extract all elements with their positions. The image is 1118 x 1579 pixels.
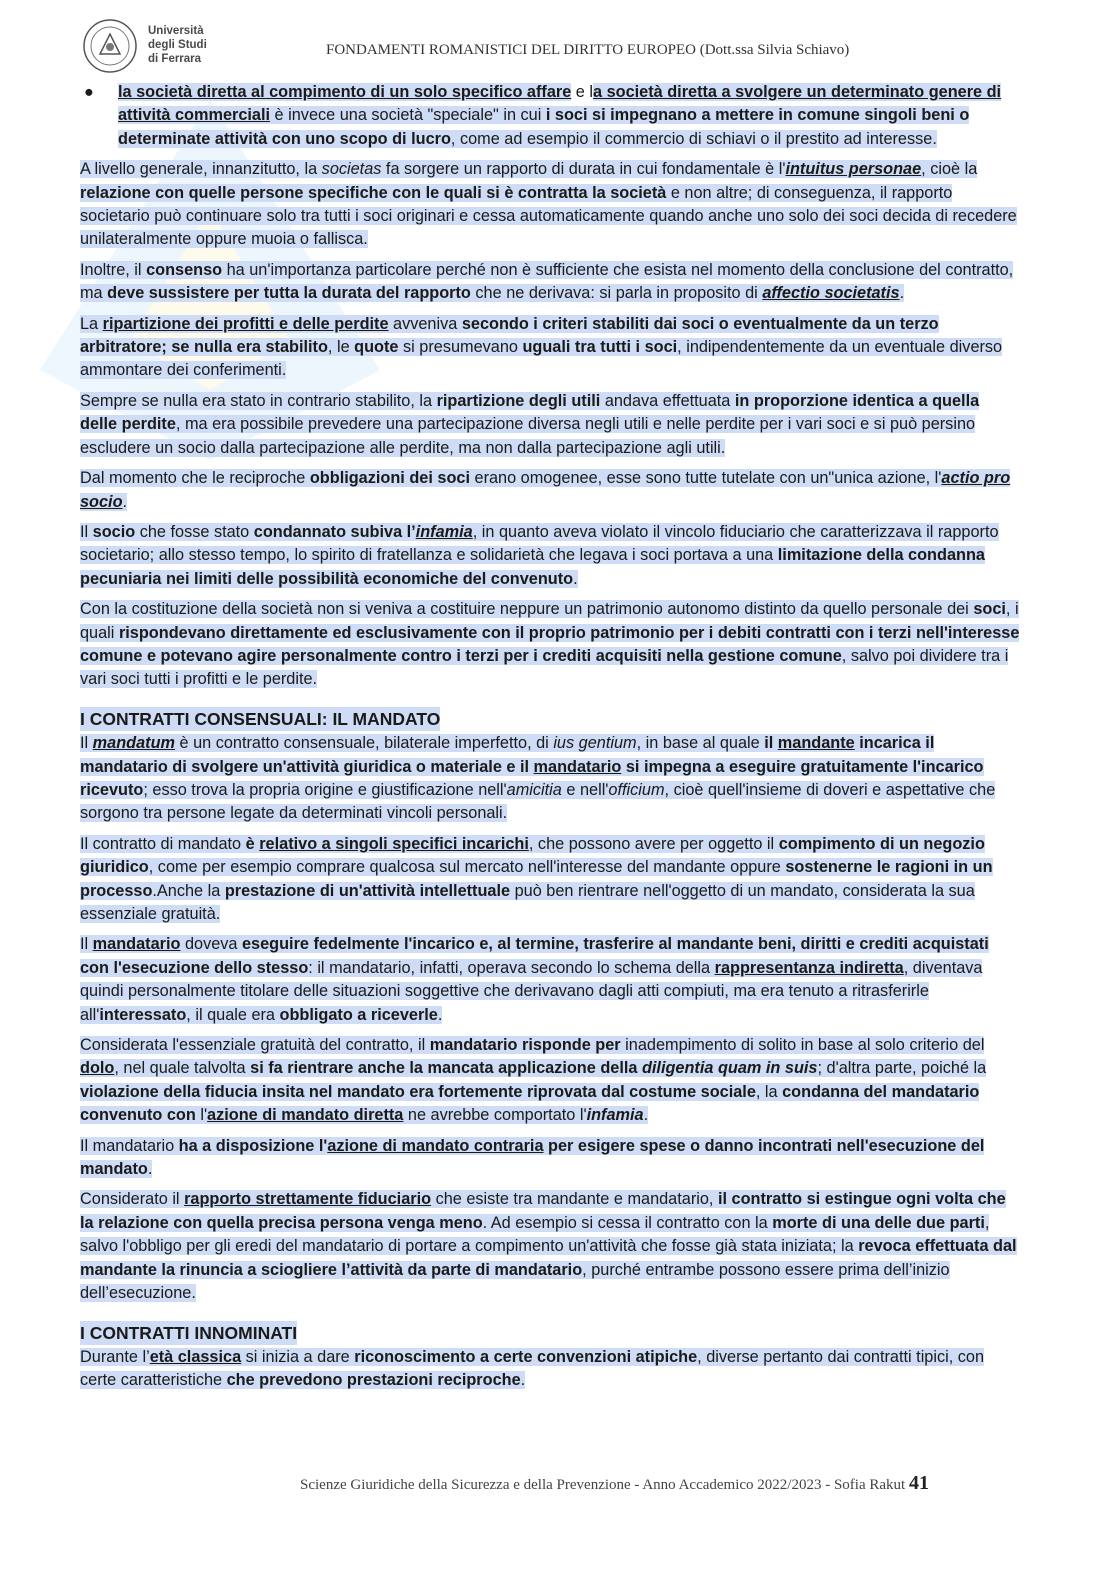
footer-text: Scienze Giuridiche della Sicurezza e della Prevenzione - Anno Accademico 2022/2023 - Sofia Rakut bbox=[300, 1477, 906, 1493]
paragraph-incarichi: Il contratto di mandato è relativo a singoli specifici incarichi, che possono avere per oggetto il compimento di un negozio giuridico, come per esempio comprare qualcosa sul mercato nell'interesse del mandante oppure sostenerne le ragioni in un processo.Anche la prestazione di un'attività intellettuale può ben rientrare nell'oggetto di un mandato, considerata la sua essenziale gratuità. bbox=[80, 834, 993, 923]
paragraph-actio-pro-socio: Dal momento che le reciproche obbligazioni dei soci erano omogenee, esse sono tutte tutelate con un"unica azione, l'actio pro socio. bbox=[80, 469, 1011, 511]
paragraph-utili: Sempre se nulla era stato in contrario stabilito, la ripartizione degli utili andava effettuata in proporzione identica a quella delle perdite, ma era possibile prevedere una partecipazione diversa negli utili e nelle perdite per i vari soci e si può persino escludere un socio dalla partecipazione alle perdite, ma non dalla partecipazione agli utili. bbox=[80, 391, 980, 457]
paragraph-consenso: Inoltre, il consenso ha un'importanza particolare perché non è sufficiente che esista nel momento della conclusione del contratto, ma deve sussistere per tutta la durata del rapporto che ne derivava: si parla in proposito di affectio societatis. bbox=[80, 260, 1014, 303]
university-line1: Università bbox=[148, 25, 204, 37]
page-header bbox=[82, 18, 1042, 74]
paragraph-ripartizione: La ripartizione dei profitti e delle perdite avveniva secondo i criteri stabiliti dai soci o eventualmente da un terzo arbitratore; se nulla era stabilito, le quote si presumevano uguali tra tutti i soci, indipendentemente da un eventuale diverso ammontare dei conferimenti. bbox=[80, 314, 1003, 380]
page-number: 41 bbox=[908, 1472, 929, 1494]
paragraph-responsabilita: Considerata l'essenziale gratuità del contratto, il mandatario risponde per inadempimento di solito in base al solo criterio del dolo, nel quale talvolta si fa rientrare anche la mancata applicazione della diligentia quam in suis; d'altra parte, poiché la violazione della fiducia insita nel mandato era fortemente riprovata dal costume sociale, la condanna del mandatario convenuto con l'azione di mandato diretta ne avrebbe comportato l'infamia. bbox=[80, 1036, 987, 1125]
bullet-icon: ● bbox=[84, 83, 94, 101]
section-heading-innominati: I CONTRATTI INNOMINATI bbox=[80, 1322, 298, 1343]
paragraph-azione-contraria: Il mandatario ha a disposizione l'azione di mandato contraria per esigere spese o danno incontrati nell'esecuzione del mandato. bbox=[80, 1136, 985, 1179]
paragraph-eta-classica: Durante l’età classica si inizia a dare riconoscimento a certe convenzioni atipiche, diverse pertanto dai contratti tipici, con certe caratteristiche che prevedono prestazioni reciproche. bbox=[80, 1347, 985, 1390]
university-seal-icon bbox=[82, 18, 138, 74]
section-heading-mandato: I CONTRATTI CONSENSUALI: IL MANDATO bbox=[80, 708, 441, 729]
bullet-item: ● la società diretta al compimento di un solo specifico affare e la società diretta a svolgere un determinato genere di attività commerciali è invece una società "speciale" in cui i soci si impegnano a mettere in comune singoli beni o determinate attività con uno scopo di lucro, come ad esempio il commercio di schiavi o il prestito ad interesse. bbox=[84, 83, 1002, 148]
university-line3: di Ferrara bbox=[148, 53, 202, 65]
university-logo bbox=[82, 18, 232, 74]
page-footer bbox=[300, 1472, 1020, 1495]
paragraph-intuitus: A livello generale, innanzitutto, la societas fa sorgere un rapporto di durata in cui fondamentale è l'intuitus personae, cioè la relazione con quelle persone specifiche con le quali si è contratta la società e non altre; di conseguenza, il rapporto societario può continuare solo tra tutti i soci originari e cessa automaticamente quando anche uno solo dei soci decida di recedere unilateralmente oppure muoia o fallisca. bbox=[80, 160, 1017, 249]
course-title: FONDAMENTI ROMANISTICI DEL DIRITTO EUROPEO (Dott.ssa Silvia Schiavo) bbox=[326, 42, 850, 58]
university-line2: degli Studi bbox=[148, 39, 207, 51]
paragraph-estinzione: Considerato il rapporto strettamente fiduciario che esiste tra mandante e mandatario, il contratto si estingue ogni volta che la relazione con quella precisa persona venga meno. Ad esempio si cessa il contratto con la morte di una delle due parti, salvo l'obbligo per gli eredi del mandatario di portare a compimento un'attività che fosse già stata iniziata; la revoca effettuata dal mandante la rinuncia a sciogliere l’attività da parte di mandatario, purché entrambe possono essere prima dell’inizio dell’esecuzione. bbox=[80, 1190, 1017, 1303]
paragraph-mandatum: Il mandatum è un contratto consensuale, bilaterale imperfetto, di ius gentium, in base al quale il mandante incarica il mandatario di svolgere un'attività giuridica o materiale e il mandatario si impegna a eseguire gratuitamente l'incarico ricevuto; esso trova la propria origine e giustificazione nell'amicitia e nell'officium, cioè quell'insieme di doveri e aspettative che sorgono tra persone legate da determinati vincoli personali. bbox=[80, 734, 996, 823]
paragraph-patrimonio: Con la costituzione della società non si veniva a costituire neppure un patrimonio autonomo distinto da quello personale dei soci, i quali rispondevano direttamente ed esclusivamente con il proprio patrimonio per i debiti contratti con i terzi nell'interesse comune e potevano agire personalmente contro i terzi per i crediti acquisiti nella gestione comune, salvo poi dividere tra i vari soci tutti i profitti e le perdite. bbox=[80, 600, 1020, 689]
document-body bbox=[80, 81, 1020, 1400]
paragraph-infamia: Il socio che fosse stato condannato subiva l’infamia, in quanto aveva violato il vincolo fiduciario che caratterizzava il rapporto societario; allo stesso tempo, lo spirito di fratellanza e solidarietà che legava i soci portava a una limitazione della condanna pecuniaria nei limiti delle possibilità economiche del convenuto. bbox=[80, 522, 999, 588]
paragraph-mandatario: Il mandatario doveva eseguire fedelmente l'incarico e, al termine, trasferire al mandante beni, diritti e crediti acquistati con l'esecuzione dello stesso: il mandatario, infatti, operava secondo lo schema della rappresentanza indiretta, diventava quindi personalmente titolare delle situazioni soggettive che derivavano dagli atti compiuti, ma era tenuto a ritrasferirle all'interessato, il quale era obbligato a riceverle. bbox=[80, 935, 989, 1024]
